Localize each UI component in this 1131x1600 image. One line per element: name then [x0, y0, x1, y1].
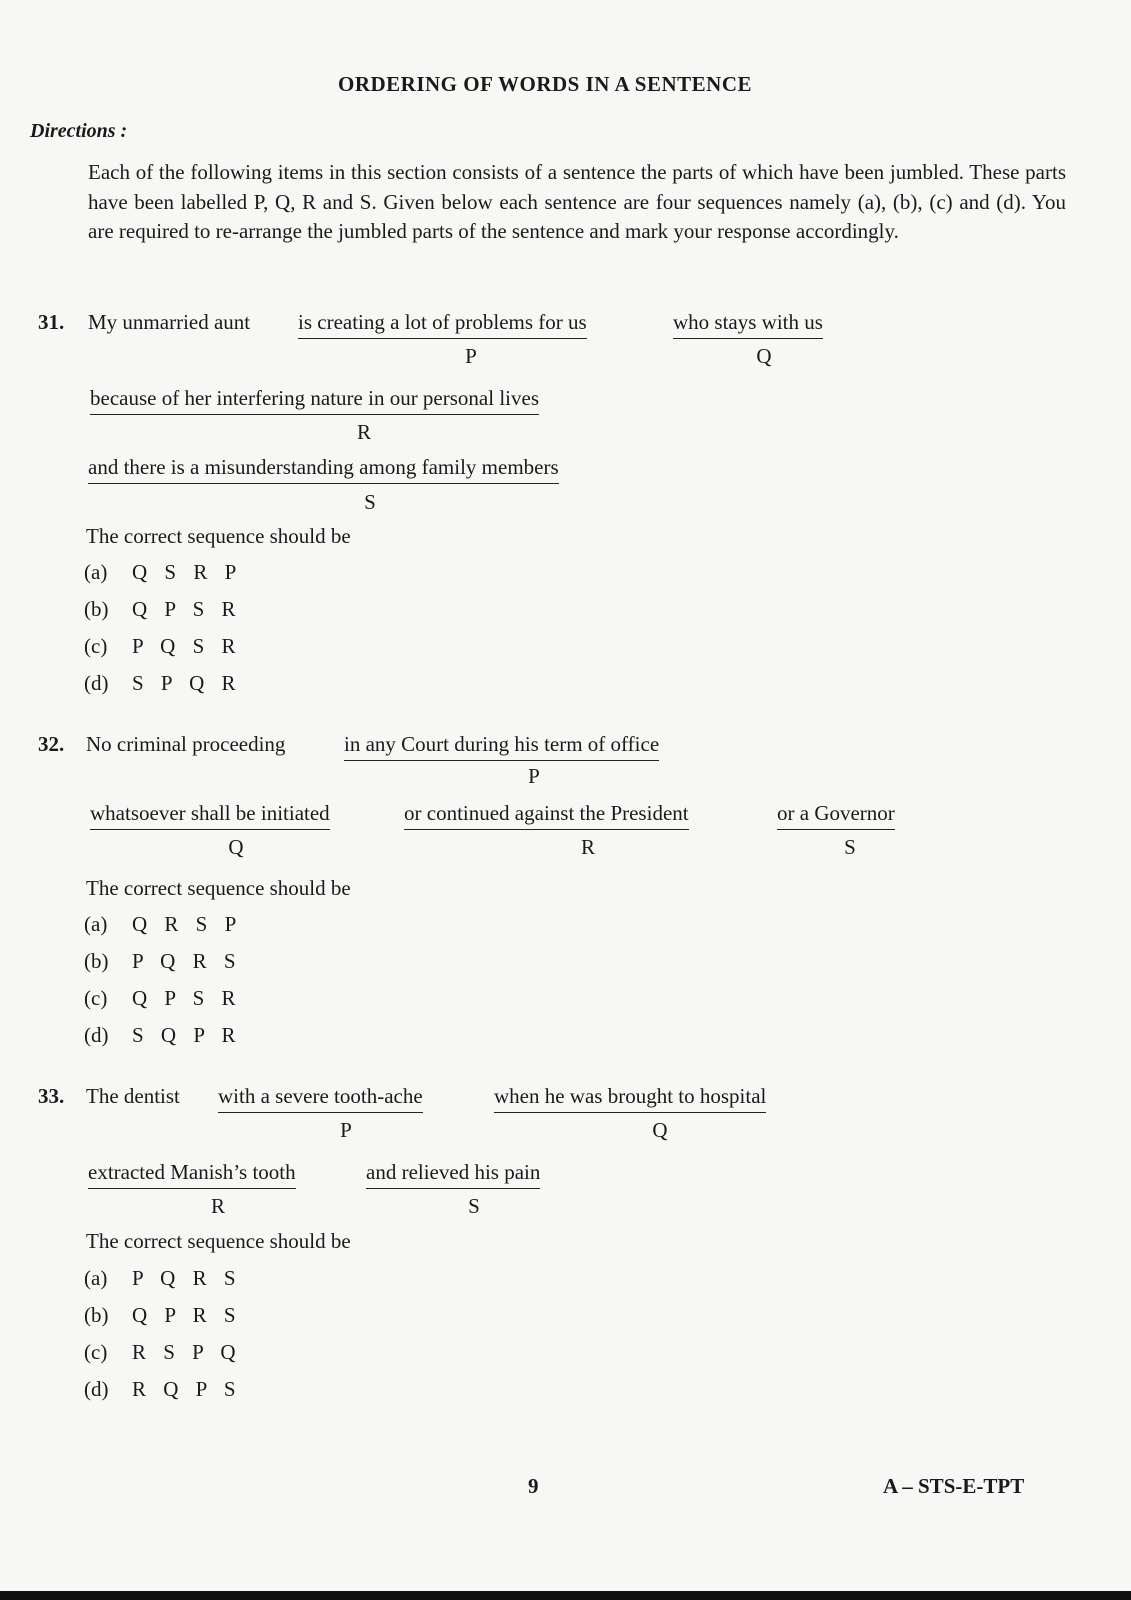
question-prompt: The correct sequence should be — [86, 1229, 351, 1253]
booklet-code: A – STS-E-TPT — [883, 1474, 1025, 1498]
part-r: or continued against the President — [404, 801, 689, 830]
part-q: who stays with us — [673, 310, 823, 339]
part-label-s: S — [364, 490, 376, 514]
part-label-p: P — [340, 1118, 352, 1142]
option-d[interactable]: (d) S P Q R — [84, 671, 242, 695]
option-d[interactable]: (d) R Q P S — [84, 1377, 242, 1401]
option-a[interactable]: (a) P Q R S — [84, 1266, 242, 1290]
part-label-s: S — [844, 835, 856, 859]
option-d[interactable]: (d) S Q P R — [84, 1023, 242, 1047]
part-label-q: Q — [652, 1118, 668, 1142]
part-label-s: S — [468, 1194, 480, 1218]
part-label-q: Q — [228, 835, 244, 859]
part-label-p: P — [528, 764, 540, 788]
option-a[interactable]: (a) Q S R P — [84, 560, 243, 584]
part-p: is creating a lot of problems for us — [298, 310, 587, 339]
page-number: 9 — [528, 1474, 539, 1498]
part-s: and there is a misunderstanding among family members — [88, 455, 559, 484]
question-number: 33. — [38, 1084, 65, 1108]
question-lead: The dentist — [86, 1084, 180, 1108]
part-s: and relieved his pain — [366, 1160, 540, 1189]
directions-text: Each of the following items in this section consists of a sentence the parts of which have been jumbled. These parts have been labelled P, Q, R and S. Given below each sentence are four sequences namely (a), (b), (c) and (d). You are required to re-arrange the jumbled parts of the sentence and mark your response accordingly. — [88, 160, 1066, 244]
question-prompt: The correct sequence should be — [86, 876, 351, 900]
option-c[interactable]: (c) Q P S R — [84, 986, 242, 1010]
option-c[interactable]: (c) R S P Q — [84, 1340, 242, 1364]
question-prompt: The correct sequence should be — [86, 524, 351, 548]
question-number: 31. — [38, 310, 65, 334]
question-number: 32. — [38, 732, 65, 756]
page-title: ORDERING OF WORDS IN A SENTENCE — [338, 72, 752, 96]
option-b[interactable]: (b) Q P S R — [84, 597, 242, 621]
option-c[interactable]: (c) P Q S R — [84, 634, 242, 658]
part-r: because of her interfering nature in our personal lives — [90, 386, 539, 415]
part-q: when he was brought to hospital — [494, 1084, 766, 1113]
question-lead: No criminal proceeding — [86, 732, 286, 756]
part-p: in any Court during his term of office — [344, 732, 659, 761]
bottom-rule — [0, 1591, 1131, 1600]
part-s: or a Governor — [777, 801, 895, 830]
part-label-p: P — [465, 344, 477, 368]
part-label-q: Q — [756, 344, 772, 368]
part-label-r: R — [580, 835, 595, 859]
part-q: whatsoever shall be initiated — [90, 801, 330, 830]
part-p: with a severe tooth-ache — [218, 1084, 423, 1113]
option-a[interactable]: (a) Q R S P — [84, 912, 243, 936]
question-lead: My unmarried aunt — [88, 310, 251, 334]
part-label-r: R — [356, 420, 371, 444]
part-r: extracted Manish’s tooth — [88, 1160, 296, 1189]
option-b[interactable]: (b) P Q R S — [84, 949, 242, 973]
directions-label: Directions : — [30, 120, 128, 142]
option-b[interactable]: (b) Q P R S — [84, 1303, 242, 1327]
part-label-r: R — [210, 1194, 225, 1218]
